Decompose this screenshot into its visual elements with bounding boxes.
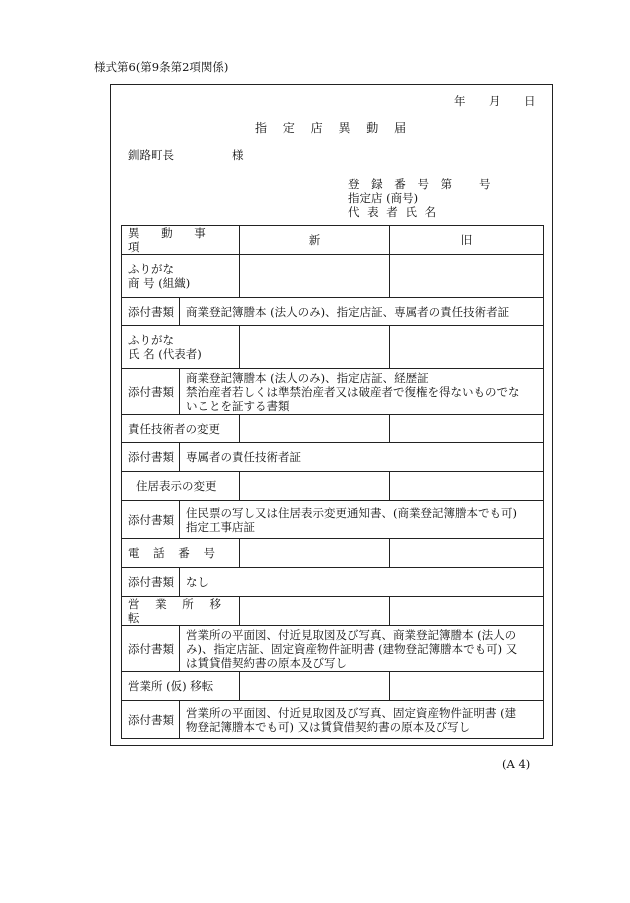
table-row: [122, 568, 544, 597]
paper-size: (A 4): [502, 757, 531, 771]
date-month: 月: [489, 94, 501, 108]
office-attach-line: は賃貸借契約書の原本及び写し: [186, 655, 347, 670]
addressee-honorific: 様: [232, 148, 244, 162]
address-old-input[interactable]: [390, 472, 544, 501]
rep-attach-line: いことを証する書類: [186, 398, 290, 413]
temp-attach-line: 営業所の平面図、付近見取図及び写真、固定資産物件証明書 (建: [186, 705, 517, 720]
rep-name-label: 氏 名 (代表者): [128, 347, 202, 361]
engineer-label: 責任技術者の変更: [122, 415, 240, 443]
attach-label: 添付書類: [122, 443, 180, 472]
address-attach-line: 住民票の写し又は住居表示変更通知書、(商業登記簿謄本でも可): [186, 505, 517, 520]
table-row: [122, 443, 544, 472]
addressee-name: 釧路町長: [128, 148, 174, 162]
table-row: [122, 597, 544, 626]
rep-attach-line: 商業登記簿謄本 (法人のみ)、指定店証、経歴証: [186, 370, 429, 385]
attach-label: 添付書類: [122, 369, 180, 415]
table-row: [122, 298, 544, 326]
office-attach-line: 営業所の平面図、付近見取図及び写真、商業登記簿謄本 (法人の: [186, 627, 517, 642]
office-label: 営 業 所 移 転: [122, 597, 240, 626]
rep-attach-line: 禁治産者若しくは準禁治産者又は破産者で復権を得ないものでな: [186, 384, 520, 399]
engineer-new-input[interactable]: [240, 415, 390, 443]
org-attach: 商業登記簿謄本 (法人のみ)、指定店証、専属者の責任技術者証: [180, 298, 544, 326]
table-row: [122, 255, 544, 298]
attach-label: 添付書類: [122, 501, 180, 539]
engineer-attach: 専属者の責任技術者証: [180, 443, 544, 472]
address-label: 住居表示の変更: [122, 472, 240, 501]
table-header-row: [122, 226, 544, 255]
representative-label: 代 表 者 氏 名: [348, 205, 439, 219]
date-day: 日: [524, 94, 536, 108]
table-row: [122, 472, 544, 501]
temp-office-label: 営業所 (仮) 移転: [122, 672, 240, 701]
date-year: 年: [454, 94, 466, 108]
temp-office-new-input[interactable]: [240, 672, 390, 701]
header-old: 旧: [390, 226, 544, 255]
office-new-input[interactable]: [240, 597, 390, 626]
form-id: 様式第6(第9条第2項関係): [94, 60, 229, 74]
rep-old-input[interactable]: [390, 326, 544, 369]
org-name-label: 商 号 (組織): [128, 276, 191, 290]
engineer-old-input[interactable]: [390, 415, 544, 443]
phone-new-input[interactable]: [240, 539, 390, 568]
table-row: [122, 369, 544, 415]
org-furigana: ふりがな: [128, 262, 174, 276]
office-attach: [180, 626, 544, 672]
rep-new-input[interactable]: [240, 326, 390, 369]
rep-furigana: ふりがな: [128, 333, 174, 347]
table-row: [122, 501, 544, 539]
phone-attach: なし: [180, 568, 544, 597]
registration-number-label: 登 録 番 号 第: [348, 177, 457, 191]
rep-attach: [180, 369, 544, 415]
org-new-input[interactable]: [240, 255, 390, 298]
attach-label: 添付書類: [122, 701, 180, 739]
table-row: [122, 326, 544, 369]
table-row: [122, 672, 544, 701]
table-row: [122, 539, 544, 568]
temp-office-attach: [180, 701, 544, 739]
rep-label-cell: [122, 326, 240, 369]
table-row: [122, 701, 544, 739]
header-new: 新: [240, 226, 390, 255]
temp-office-old-input[interactable]: [390, 672, 544, 701]
attach-label: 添付書類: [122, 568, 180, 597]
registration-number-suffix: 号: [479, 177, 491, 191]
temp-attach-line: 物登記簿謄本でも可) 又は賃貸借契約書の原本及び写し: [186, 719, 471, 734]
attach-label: 添付書類: [122, 298, 180, 326]
address-new-input[interactable]: [240, 472, 390, 501]
phone-old-input[interactable]: [390, 539, 544, 568]
table-row: [122, 626, 544, 672]
attach-label: 添付書類: [122, 626, 180, 672]
phone-label: 電 話 番 号: [122, 539, 240, 568]
office-old-input[interactable]: [390, 597, 544, 626]
store-name-label: 指定店 (商号): [348, 191, 419, 205]
change-items-table: [121, 225, 544, 739]
header-item: 異 動 事 項: [122, 226, 240, 255]
address-attach-line: 指定工事店証: [186, 519, 255, 534]
org-old-input[interactable]: [390, 255, 544, 298]
address-attach: [180, 501, 544, 539]
office-attach-line: み)、指定店証、固定資産物件証明書 (建物登記簿謄本でも可) 又: [186, 641, 518, 656]
org-label-cell: [122, 255, 240, 298]
table-row: [122, 415, 544, 443]
document-title: 指 定 店 異 動 届: [255, 121, 413, 135]
